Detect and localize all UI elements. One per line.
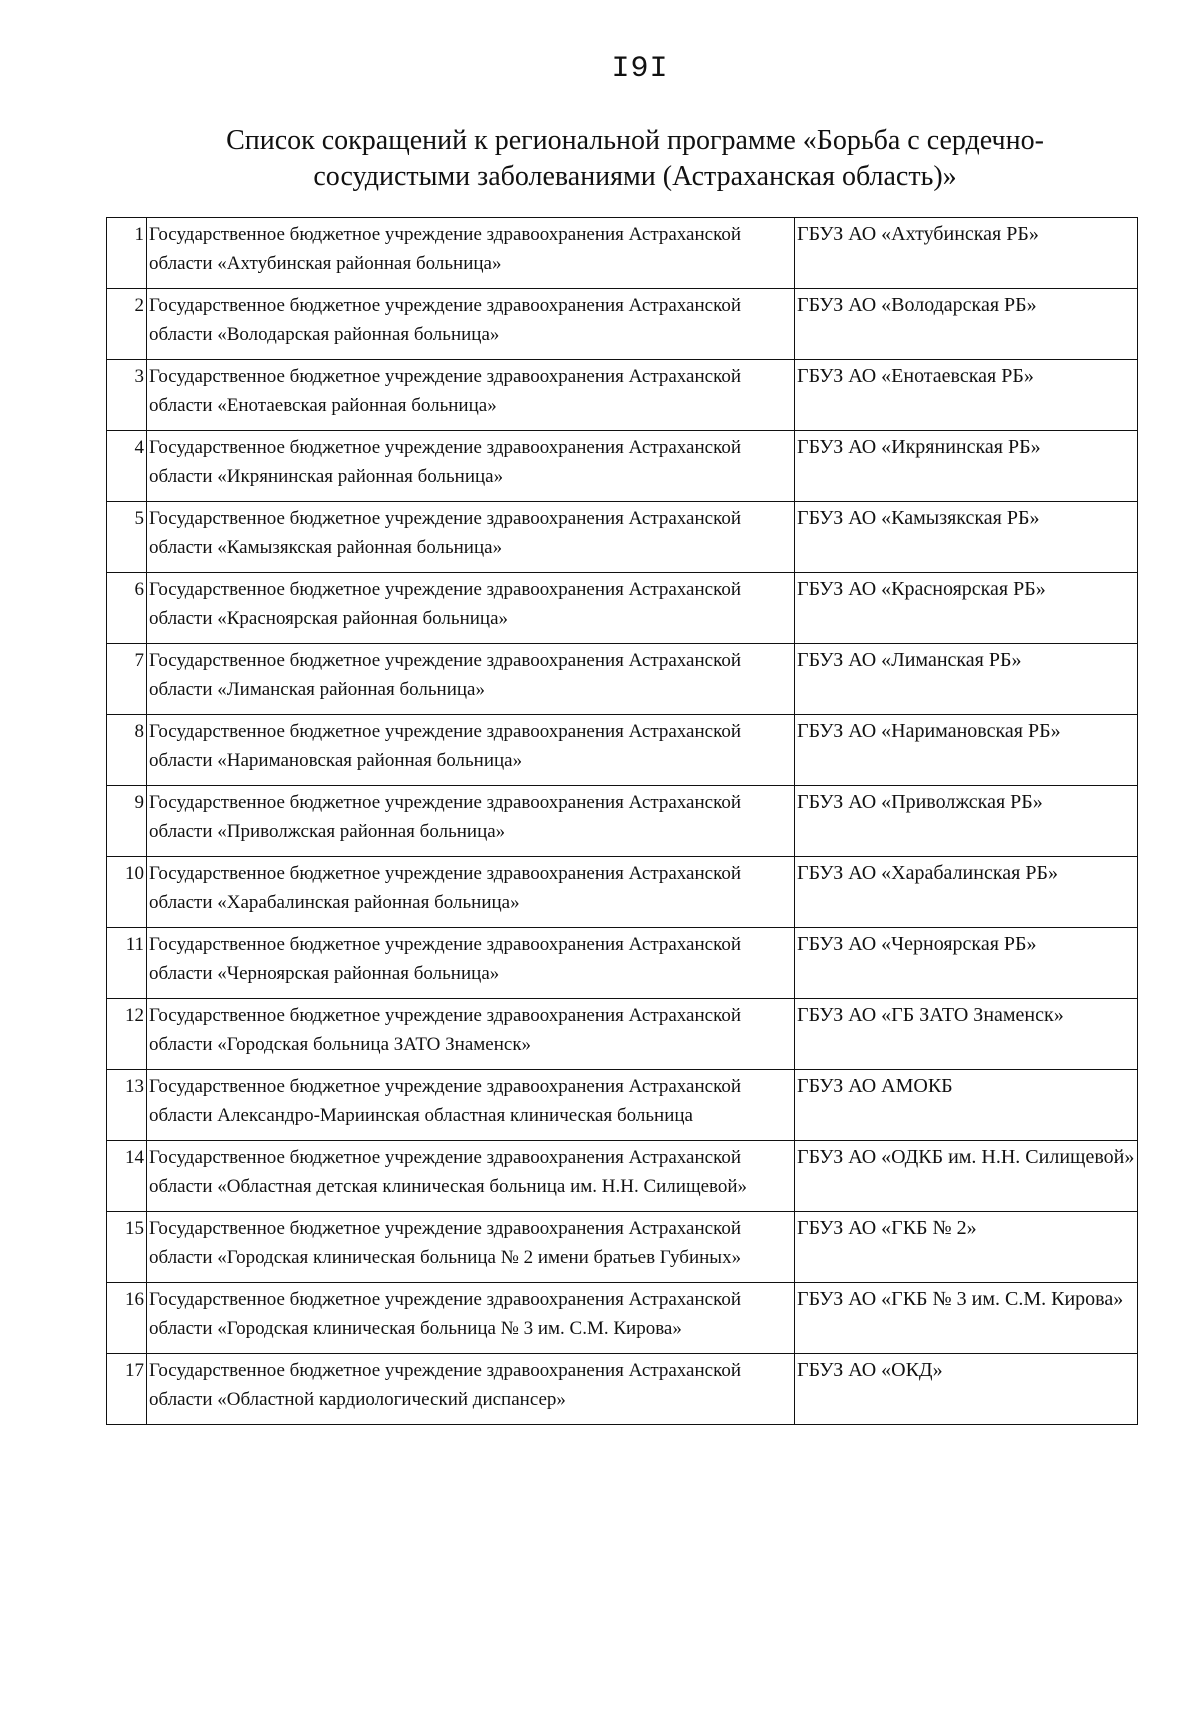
table-row: [107, 644, 1138, 715]
full-name-cell: Государственное бюджетное учреждение здравоохранения Астраханской области «Енотаевская районная больница»: [147, 360, 795, 431]
row-number: 6: [107, 573, 147, 644]
row-number: 7: [107, 644, 147, 715]
table-row: [107, 1141, 1138, 1212]
row-number: 17: [107, 1354, 147, 1425]
table-row: [107, 786, 1138, 857]
full-name-cell: Государственное бюджетное учреждение здравоохранения Астраханской области «Приволжская районная больница»: [147, 786, 795, 857]
abbreviation-cell: ГБУЗ АО «ГКБ № 3 им. С.М. Кирова»: [795, 1283, 1138, 1354]
abbreviation-cell: ГБУЗ АО «Ахтубинская РБ»: [795, 218, 1138, 289]
full-name-cell: Государственное бюджетное учреждение здравоохранения Астраханской области «Областной кардиологический диспансер»: [147, 1354, 795, 1425]
row-number: 11: [107, 928, 147, 999]
full-name-cell: Государственное бюджетное учреждение здравоохранения Астраханской области «Лиманская районная больница»: [147, 644, 795, 715]
row-number: 4: [107, 431, 147, 502]
row-number: 8: [107, 715, 147, 786]
table-row: [107, 928, 1138, 999]
abbreviation-cell: ГБУЗ АО «Красноярская РБ»: [795, 573, 1138, 644]
page-title: Список сокращений к региональной программе «Борьба с сердечно-сосудистыми заболеваниями (Астраханская область)»: [226, 125, 1044, 192]
abbreviation-cell: ГБУЗ АО «ОДКБ им. Н.Н. Силищевой»: [795, 1141, 1138, 1212]
full-name-cell: Государственное бюджетное учреждение здравоохранения Астраханской области «Ахтубинская районная больница»: [147, 218, 795, 289]
abbreviation-cell: ГБУЗ АО «ГКБ № 2»: [795, 1212, 1138, 1283]
abbreviation-cell: ГБУЗ АО «Харабалинская РБ»: [795, 857, 1138, 928]
full-name-cell: Государственное бюджетное учреждение здравоохранения Астраханской области «Володарская районная больница»: [147, 289, 795, 360]
table-row: [107, 289, 1138, 360]
abbreviations-table-body: [107, 218, 1138, 1425]
abbreviation-cell: ГБУЗ АО «Приволжская РБ»: [795, 786, 1138, 857]
row-number: 13: [107, 1070, 147, 1141]
abbreviation-cell: ГБУЗ АО АМОКБ: [795, 1070, 1138, 1141]
abbreviation-cell: ГБУЗ АО «Камызякская РБ»: [795, 502, 1138, 573]
full-name-cell: Государственное бюджетное учреждение здравоохранения Астраханской области Александро-Мариинская областная клиническая больница: [147, 1070, 795, 1141]
full-name-cell: Государственное бюджетное учреждение здравоохранения Астраханской области «Городская клиническая больница № 2 имени братьев Губиных»: [147, 1212, 795, 1283]
abbreviation-cell: ГБУЗ АО «Енотаевская РБ»: [795, 360, 1138, 431]
full-name-cell: Государственное бюджетное учреждение здравоохранения Астраханской области «Городская клиническая больница № 3 им. С.М. Кирова»: [147, 1283, 795, 1354]
full-name-cell: Государственное бюджетное учреждение здравоохранения Астраханской области «Камызякская районная больница»: [147, 502, 795, 573]
table-row: [107, 1212, 1138, 1283]
full-name-cell: Государственное бюджетное учреждение здравоохранения Астраханской области «Областная детская клиническая больница им. Н.Н. Силищевой»: [147, 1141, 795, 1212]
table-row: [107, 857, 1138, 928]
row-number: 1: [107, 218, 147, 289]
table-row: [107, 218, 1138, 289]
abbreviation-cell: ГБУЗ АО «Володарская РБ»: [795, 289, 1138, 360]
row-number: 16: [107, 1283, 147, 1354]
row-number: 15: [107, 1212, 147, 1283]
row-number: 5: [107, 502, 147, 573]
table-row: [107, 715, 1138, 786]
abbreviation-cell: ГБУЗ АО «Лиманская РБ»: [795, 644, 1138, 715]
row-number: 10: [107, 857, 147, 928]
full-name-cell: Государственное бюджетное учреждение здравоохранения Астраханской области «Черноярская районная больница»: [147, 928, 795, 999]
abbreviation-cell: ГБУЗ АО «Наримановская РБ»: [795, 715, 1138, 786]
table-row: [107, 431, 1138, 502]
table-row: [107, 1283, 1138, 1354]
row-number: 3: [107, 360, 147, 431]
full-name-cell: Государственное бюджетное учреждение здравоохранения Астраханской области «Харабалинская районная больница»: [147, 857, 795, 928]
row-number: 2: [107, 289, 147, 360]
abbreviation-cell: ГБУЗ АО «Икрянинская РБ»: [795, 431, 1138, 502]
full-name-cell: Государственное бюджетное учреждение здравоохранения Астраханской области «Икрянинская районная больница»: [147, 431, 795, 502]
full-name-cell: Государственное бюджетное учреждение здравоохранения Астраханской области «Красноярская районная больница»: [147, 573, 795, 644]
full-name-cell: Государственное бюджетное учреждение здравоохранения Астраханской области «Городская больница ЗАТО Знаменск»: [147, 999, 795, 1070]
table-row: [107, 573, 1138, 644]
table-row: [107, 1070, 1138, 1141]
abbreviation-cell: ГБУЗ АО «Черноярская РБ»: [795, 928, 1138, 999]
table-row: [107, 360, 1138, 431]
row-number: 9: [107, 786, 147, 857]
full-name-cell: Государственное бюджетное учреждение здравоохранения Астраханской области «Наримановская районная больница»: [147, 715, 795, 786]
row-number: 14: [107, 1141, 147, 1212]
row-number: 12: [107, 999, 147, 1070]
table-row: [107, 999, 1138, 1070]
page-number: I9I: [611, 52, 669, 86]
table-row: [107, 502, 1138, 573]
abbreviation-cell: ГБУЗ АО «ГБ ЗАТО Знаменск»: [795, 999, 1138, 1070]
table-row: [107, 1354, 1138, 1425]
abbreviation-cell: ГБУЗ АО «ОКД»: [795, 1354, 1138, 1425]
abbreviations-table: [106, 217, 1138, 1425]
